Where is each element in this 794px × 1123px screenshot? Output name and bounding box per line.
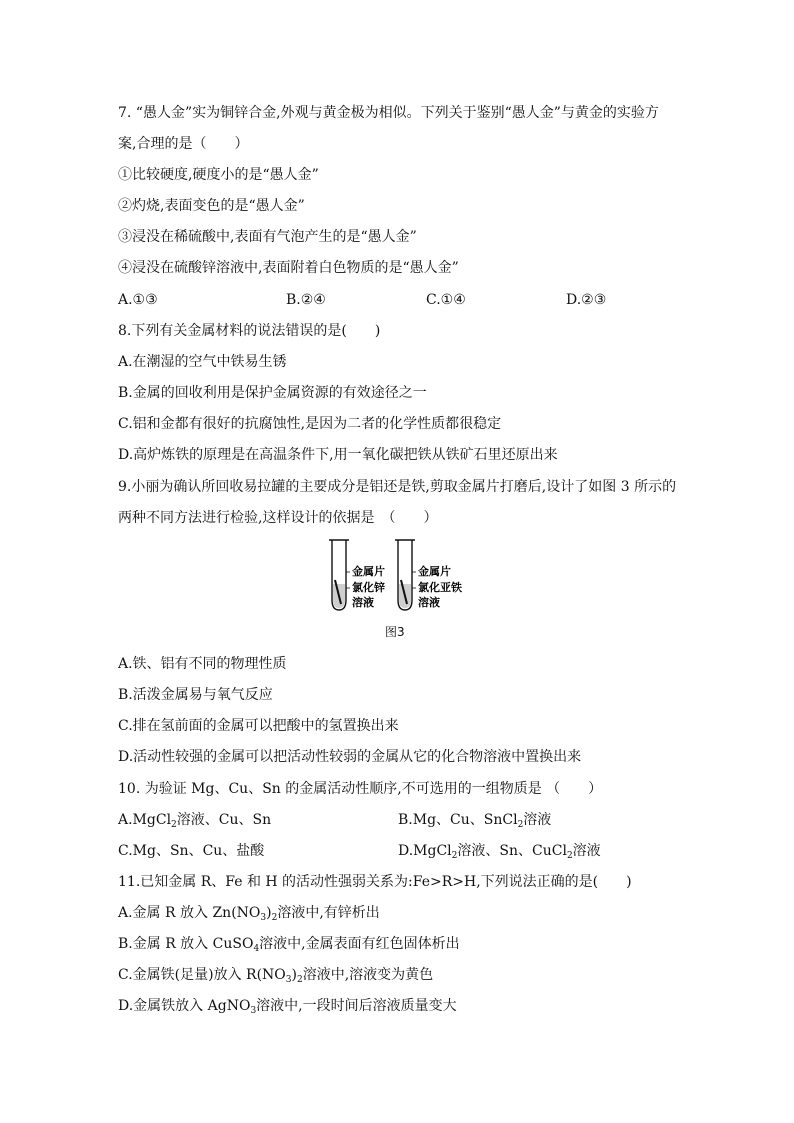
subscript: 3: [250, 1006, 257, 1016]
q11-stem: 11.已知金属 R、Fe 和 H 的活动性强弱关系为:Fe>R>H,下列说法正确的是( ): [118, 874, 632, 890]
q10-option-a-text: A.MgCl: [118, 812, 172, 828]
q10-option-c: C.Mg、Sn、Cu、盐酸: [118, 843, 265, 859]
figure-caption: 图3: [385, 625, 405, 639]
tube1-label-solution: 氯化锌: [352, 581, 385, 594]
q10-option-b-text-2: 溶液: [523, 812, 552, 828]
q9-stem-line2: 两种不同方法进行检验,这样设计的依据是 （ ）: [118, 510, 438, 526]
subscript: 3: [260, 913, 267, 923]
subscript: 2: [566, 851, 573, 861]
tube2-label-solution: 氯化亚铁: [418, 581, 462, 594]
q7-option-a: A.①③: [118, 292, 158, 308]
test-tube-right: [395, 540, 416, 610]
q10-option-d-text: D.MgCl: [398, 843, 452, 859]
q10-option-d: [398, 842, 601, 860]
subscript: 3: [285, 975, 292, 985]
q11-option-a-text: A.金属 R 放入 Zn(NO: [118, 905, 261, 921]
subscript: 2: [171, 820, 177, 830]
q10-option-d-text-3: 溶液: [572, 843, 601, 859]
q11-option-a: [118, 904, 380, 922]
q7-statement-4: ④浸没在硫酸锌溶液中,表面附着白色物质的是“愚人金”: [118, 260, 459, 276]
q11-option-d: [118, 997, 457, 1015]
q11-option-c: [118, 966, 433, 984]
q10-option-a-text-2: 溶液、Cu、Sn: [176, 812, 272, 828]
q10-option-d-text-2: 溶液、Sn、CuCl: [457, 843, 567, 859]
q9-option-a: A.铁、铝有不同的物理性质: [118, 656, 287, 672]
q8-option-a: A.在潮湿的空气中铁易生锈: [118, 354, 287, 370]
q9-option-b: B.活泼金属易与氧气反应: [118, 687, 273, 703]
q11-option-b-text-2: 溶液中,金属表面有红色固体析出: [259, 936, 460, 952]
q7-stem-line2: 案,合理的是（ ）: [118, 136, 249, 152]
q11-option-b: [118, 935, 460, 953]
q9-option-d: D.活动性较强的金属可以把活动性较弱的金属从它的化合物溶液中置换出来: [118, 749, 582, 765]
subscript: 2: [517, 820, 524, 830]
q7-statement-3: ③浸没在稀硫酸中,表面有气泡产生的是“愚人金”: [118, 229, 417, 245]
q10-stem: 10. 为验证 Mg、Cu、Sn 的金属活动性顺序,不可选用的一组物质是 （ ）: [118, 781, 603, 797]
test-tube-left: [329, 540, 350, 610]
q11-option-a-text-2: ): [266, 905, 272, 921]
q10-option-b-text: B.Mg、Cu、SnCl: [398, 812, 518, 828]
test-tube-figure: [322, 538, 468, 612]
q7-stem-line1: 7. “愚人金”实为铜锌合金,外观与黄金极为相似。下列关于鉴别“愚人金”与黄金的实验方: [118, 105, 659, 121]
q11-option-a-text-3: 溶液中,有锌析出: [277, 905, 380, 921]
q11-option-d-text-2: 溶液中,一段时间后溶液质量变大: [256, 998, 457, 1014]
q10-option-a: [118, 811, 271, 829]
q7-option-b: B.②④: [286, 292, 326, 308]
q8-option-b: B.金属的回收利用是保护金属资源的有效途径之一: [118, 385, 427, 401]
subscript: 2: [271, 913, 278, 923]
q9-option-c: C.排在氢前面的金属可以把酸中的氢置换出来: [118, 718, 399, 734]
subscript: 2: [451, 851, 458, 861]
q7-option-c: C.①④: [426, 292, 466, 308]
tube2-label-solution-2: 溶液: [418, 596, 440, 609]
tube1-label-solution-2: 溶液: [352, 596, 374, 609]
q9-stem-line1: 9.小丽为确认所回收易拉罐的主要成分是铝还是铁,剪取金属片打磨后,设计了如图 3 所示的: [118, 479, 677, 495]
q8-option-c: C.铝和金都有很好的抗腐蚀性,是因为二者的化学性质都很稳定: [118, 416, 502, 432]
q7-statement-1: ①比较硬度,硬度小的是“愚人金”: [118, 167, 319, 183]
q11-option-c-text: C.金属铁(足量)放入 R(NO: [118, 967, 286, 983]
tube1-label-metal: 金属片: [352, 565, 385, 578]
q11-option-c-text-2: ): [291, 967, 297, 983]
subscript: 2: [296, 975, 303, 985]
q7-statement-2: ②灼烧,表面变色的是“愚人金”: [118, 198, 305, 214]
q8-stem: 8.下列有关金属材料的说法错误的是( ): [118, 323, 381, 339]
subscript: 4: [253, 944, 260, 954]
q10-option-b: [398, 811, 551, 829]
q11-option-c-text-3: 溶液中,溶液变为黄色: [302, 967, 434, 983]
tube2-label-metal: 金属片: [418, 565, 451, 578]
q11-option-b-text: B.金属 R 放入 CuSO: [118, 936, 254, 952]
q8-option-d: D.高炉炼铁的原理是在高温条件下,用一氧化碳把铁从铁矿石里还原出来: [118, 447, 558, 463]
q11-option-d-text: D.金属铁放入 AgNO: [118, 998, 251, 1014]
q7-option-d: D.②③: [566, 292, 607, 308]
